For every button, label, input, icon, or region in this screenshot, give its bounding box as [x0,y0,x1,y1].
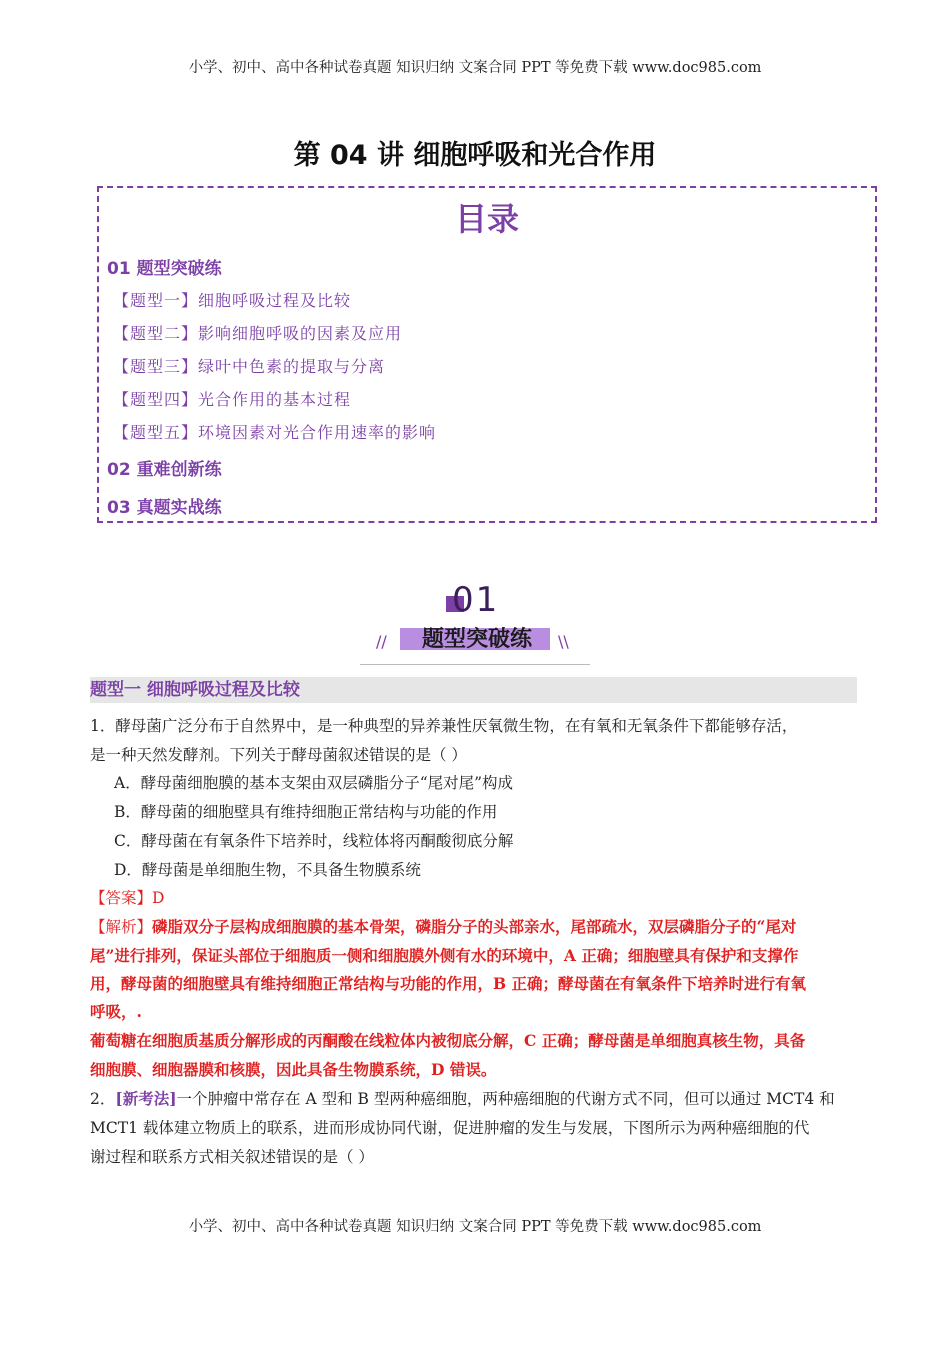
section-banner [360,578,590,666]
q2-text-1: 一个肿瘤中常存在 A 型和 B 型两种癌细胞，两种癌细胞的代谢方式不同，但可以通过 MCT4 和 [176,1090,835,1108]
analysis-text-1: 磷脂双分子层构成细胞膜的基本骨架，磷脂分子的头部亲水，尾部疏水，双层磷脂分子的“尾对 [152,917,797,936]
answer-label: 【答案】 [90,889,153,907]
page-title: 第 04 讲 细胞呼吸和光合作用 [293,140,657,171]
q1-analysis-line-2: 尾”进行排列，保证头部位于细胞质一侧和细胞膜外侧有水的环境中，A 正确；细胞壁具有保护和支撑作 [90,946,799,965]
q2-number: 2． [90,1090,116,1108]
toc-section-3[interactable]: 03 真题实战练 [107,498,222,518]
q1-analysis-line-4: 呼吸，. [90,1002,142,1021]
toc-item-2[interactable]: 【题型二】影响细胞呼吸的因素及应用 [113,324,403,343]
toc-item-5[interactable]: 【题型五】环境因素对光合作用速率的影响 [113,423,437,442]
banner-number: 01 [452,580,500,620]
answer-value: D [152,889,165,907]
toc-section-1[interactable]: 01 题型突破练 [107,259,222,279]
q1-option-a: A．酵母菌细胞膜的基本支架由双层磷脂分子“尾对尾”构成 [114,774,514,792]
q2-stem-line-3: 谢过程和联系方式相关叙述错误的是（ ） [90,1148,374,1166]
banner-divider [360,664,590,665]
analysis-label: 【解析】 [90,918,153,936]
toc-title: 目录 [454,200,519,238]
banner-right-slashes: \\ [558,632,569,651]
q2-tag: [新考法] [115,1089,177,1108]
q1-analysis-line-6: 细胞膜、细胞器膜和核膜，因此具备生物膜系统，D 错误。 [90,1060,497,1079]
banner-title: 题型突破练 [421,627,532,652]
page-header: 小学、初中、高中各种试卷真题 知识归纳 文案合同 PPT 等免费下载 www.doc985.com [188,60,762,76]
q2-stem-line-2: MCT1 载体建立物质上的联系，进而形成协同代谢，促进肿瘤的发生与发展，下图所示为两种癌细胞的代 [90,1119,810,1137]
q1-option-c: C．酵母菌在有氧条件下培养时，线粒体将丙酮酸彻底分解 [114,832,514,850]
table-of-contents [97,186,877,523]
toc-item-1[interactable]: 【题型一】细胞呼吸过程及比较 [113,291,352,310]
section-heading: 题型一 细胞呼吸过程及比较 [90,677,857,703]
q1-analysis-line-5: 葡萄糖在细胞质基质分解形成的丙酮酸在线粒体内被彻底分解，C 正确；酵母菌是单细胞真核生物，具备 [90,1031,806,1050]
toc-item-3[interactable]: 【题型三】绿叶中色素的提取与分离 [113,357,386,376]
q1-answer [90,888,164,908]
toc-item-4[interactable]: 【题型四】光合作用的基本过程 [113,390,352,409]
q1-stem-line-2: 是一种天然发酵剂。下列关于酵母菌叙述错误的是（ ） [90,746,467,764]
banner-left-slashes: // [376,632,387,651]
q1-analysis-line-3: 用，酵母菌的细胞壁具有维持细胞正常结构与功能的作用，B 正确；酵母菌在有氧条件下培养时进行有氧 [90,974,807,993]
page-footer: 小学、初中、高中各种试卷真题 知识归纳 文案合同 PPT 等免费下载 www.doc985.com [188,1219,762,1235]
q1-analysis-line-1 [90,917,796,937]
q1-stem-line-1: 1．酵母菌广泛分布于自然界中，是一种典型的异养兼性厌氧微生物，在有氧和无氧条件下都能够存活， [90,717,798,735]
q1-option-d: D．酵母菌是单细胞生物，不具备生物膜系统 [114,861,421,879]
q2-stem-line-1 [90,1089,835,1109]
toc-section-2[interactable]: 02 重难创新练 [107,460,222,480]
q1-option-b: B．酵母菌的细胞壁具有维持细胞正常结构与功能的作用 [114,803,498,821]
